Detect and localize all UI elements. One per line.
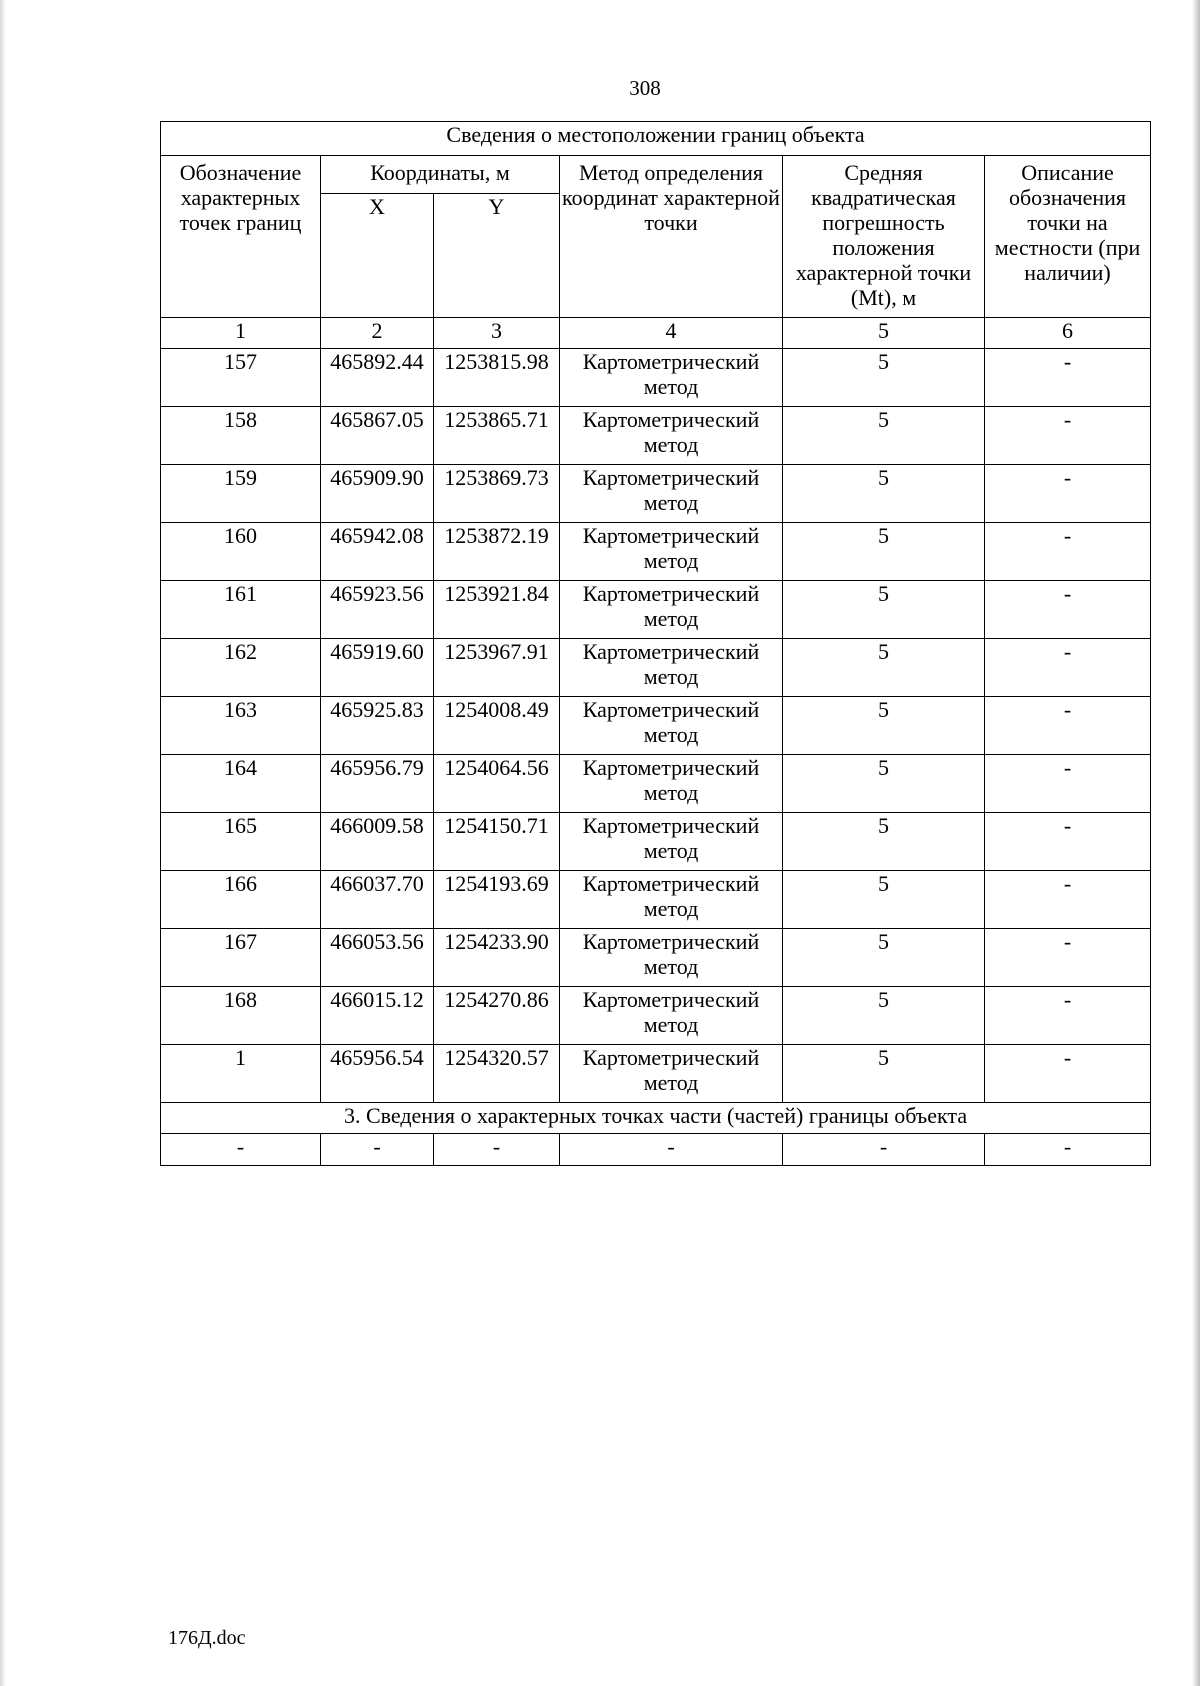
error-cell: 5 [783, 581, 985, 639]
y-coordinate-cell: 1253872.19 [434, 523, 560, 581]
header-error: Средняя квадратическая погрешность положения характерной точки (Mt), м [783, 156, 985, 318]
error-cell: 5 [783, 349, 985, 407]
y-coordinate-cell: 1253869.73 [434, 465, 560, 523]
description-cell: - [985, 349, 1151, 407]
y-coordinate-cell: 1253921.84 [434, 581, 560, 639]
description-cell: - [985, 407, 1151, 465]
empty-cell: - [321, 1134, 434, 1166]
description-cell: - [985, 639, 1151, 697]
x-coordinate-cell: 465925.83 [321, 697, 434, 755]
table-row [161, 987, 1151, 1045]
table-row [161, 871, 1151, 929]
description-cell: - [985, 813, 1151, 871]
table-title: Сведения о местоположении границ объекта [161, 122, 1151, 156]
y-coordinate-cell: 1254270.86 [434, 987, 560, 1045]
error-cell: 5 [783, 987, 985, 1045]
header-y: Y [434, 193, 560, 317]
method-cell: Картометрический метод [560, 871, 783, 929]
point-cell: 161 [161, 581, 321, 639]
point-cell: 167 [161, 929, 321, 987]
x-coordinate-cell: 465867.05 [321, 407, 434, 465]
x-coordinate-cell: 465909.90 [321, 465, 434, 523]
scan-edge-left [0, 0, 6, 1686]
column-number: 1 [161, 318, 321, 349]
point-cell: 162 [161, 639, 321, 697]
table-row [161, 813, 1151, 871]
column-number-row [161, 318, 1151, 349]
y-coordinate-cell: 1254233.90 [434, 929, 560, 987]
empty-cell: - [560, 1134, 783, 1166]
table-row [161, 755, 1151, 813]
y-coordinate-cell: 1254150.71 [434, 813, 560, 871]
empty-cell: - [985, 1134, 1151, 1166]
method-cell: Картометрический метод [560, 407, 783, 465]
point-cell: 159 [161, 465, 321, 523]
table-row [161, 1045, 1151, 1103]
header-coordinates: Координаты, м [321, 156, 560, 194]
x-coordinate-cell: 465942.08 [321, 523, 434, 581]
point-cell: 1 [161, 1045, 321, 1103]
description-cell: - [985, 871, 1151, 929]
method-cell: Картометрический метод [560, 349, 783, 407]
empty-cell: - [783, 1134, 985, 1166]
error-cell: 5 [783, 813, 985, 871]
error-cell: 5 [783, 639, 985, 697]
table-row [161, 639, 1151, 697]
header-point: Обозначение характерных точек границ [161, 156, 321, 318]
description-cell: - [985, 581, 1151, 639]
method-cell: Картометрический метод [560, 465, 783, 523]
description-cell: - [985, 697, 1151, 755]
method-cell: Картометрический метод [560, 987, 783, 1045]
table-row [161, 929, 1151, 987]
footer-filename: 176Д.doc [168, 1627, 246, 1649]
column-number: 3 [434, 318, 560, 349]
error-cell: 5 [783, 407, 985, 465]
method-cell: Картометрический метод [560, 697, 783, 755]
x-coordinate-cell: 465956.79 [321, 755, 434, 813]
table-row [161, 581, 1151, 639]
y-coordinate-cell: 1253815.98 [434, 349, 560, 407]
x-coordinate-cell: 466009.58 [321, 813, 434, 871]
table-row [161, 523, 1151, 581]
error-cell: 5 [783, 465, 985, 523]
x-coordinate-cell: 466037.70 [321, 871, 434, 929]
column-number: 2 [321, 318, 434, 349]
error-cell: 5 [783, 523, 985, 581]
error-cell: 5 [783, 929, 985, 987]
description-cell: - [985, 465, 1151, 523]
header-method: Метод определения координат характерной точки [560, 156, 783, 318]
table-row [161, 697, 1151, 755]
header-x: X [321, 193, 434, 317]
column-number: 5 [783, 318, 985, 349]
table-row [161, 465, 1151, 523]
error-cell: 5 [783, 755, 985, 813]
method-cell: Картометрический метод [560, 755, 783, 813]
description-cell: - [985, 987, 1151, 1045]
error-cell: 5 [783, 697, 985, 755]
column-number: 4 [560, 318, 783, 349]
error-cell: 5 [783, 871, 985, 929]
description-cell: - [985, 755, 1151, 813]
method-cell: Картометрический метод [560, 581, 783, 639]
error-cell: 5 [783, 1045, 985, 1103]
point-cell: 163 [161, 697, 321, 755]
x-coordinate-cell: 465956.54 [321, 1045, 434, 1103]
method-cell: Картометрический метод [560, 639, 783, 697]
description-cell: - [985, 523, 1151, 581]
point-cell: 165 [161, 813, 321, 871]
point-cell: 166 [161, 871, 321, 929]
method-cell: Картометрический метод [560, 523, 783, 581]
description-cell: - [985, 1045, 1151, 1103]
point-cell: 168 [161, 987, 321, 1045]
section-3-row [161, 1134, 1151, 1166]
table-row [161, 407, 1151, 465]
method-cell: Картометрический метод [560, 1045, 783, 1103]
description-cell: - [985, 929, 1151, 987]
table-row [161, 349, 1151, 407]
y-coordinate-cell: 1254008.49 [434, 697, 560, 755]
x-coordinate-cell: 465923.56 [321, 581, 434, 639]
empty-cell: - [161, 1134, 321, 1166]
scan-edge-right [1192, 0, 1200, 1686]
point-cell: 158 [161, 407, 321, 465]
y-coordinate-cell: 1254193.69 [434, 871, 560, 929]
x-coordinate-cell: 466015.12 [321, 987, 434, 1045]
empty-cell: - [434, 1134, 560, 1166]
point-cell: 164 [161, 755, 321, 813]
point-cell: 160 [161, 523, 321, 581]
y-coordinate-cell: 1254064.56 [434, 755, 560, 813]
y-coordinate-cell: 1253865.71 [434, 407, 560, 465]
section-3-title: 3. Сведения о характерных точках части (частей) границы объекта [161, 1103, 1151, 1134]
point-cell: 157 [161, 349, 321, 407]
x-coordinate-cell: 465919.60 [321, 639, 434, 697]
y-coordinate-cell: 1253967.91 [434, 639, 560, 697]
column-number: 6 [985, 318, 1151, 349]
header-description: Описание обозначения точки на местности (при наличии) [985, 156, 1151, 318]
x-coordinate-cell: 465892.44 [321, 349, 434, 407]
y-coordinate-cell: 1254320.57 [434, 1045, 560, 1103]
x-coordinate-cell: 466053.56 [321, 929, 434, 987]
page-number: 308 [629, 76, 661, 100]
method-cell: Картометрический метод [560, 813, 783, 871]
method-cell: Картометрический метод [560, 929, 783, 987]
boundary-table [160, 121, 1151, 1166]
